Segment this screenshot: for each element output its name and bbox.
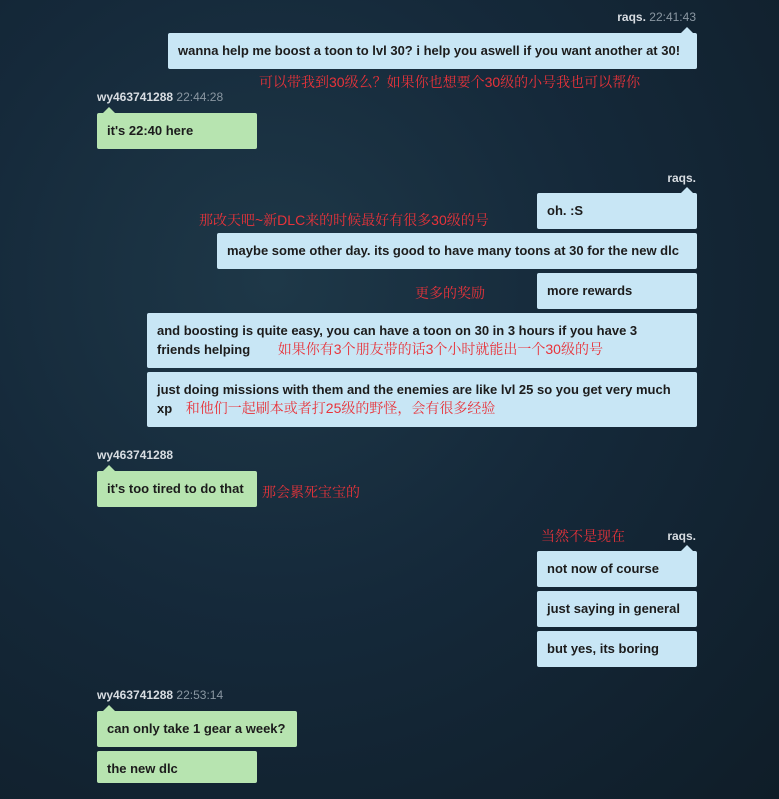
timestamp: 22:41:43 bbox=[649, 10, 696, 24]
message-text: but yes, its boring bbox=[547, 641, 659, 656]
sender-name[interactable]: raqs. bbox=[667, 171, 696, 185]
message-bubble-outgoing bbox=[217, 233, 697, 269]
sender-name[interactable]: wy463741288 bbox=[97, 448, 174, 462]
timestamp: 22:53:14 bbox=[176, 688, 224, 702]
message-text: friends helping bbox=[157, 342, 251, 357]
translation-annotation: 可以带我到30级么？如果你也想要个30级的小号我也可以帮你 bbox=[259, 74, 641, 90]
message-text: just doing missions with them and the enemies are like lvl 25 so you get very much bbox=[157, 382, 671, 397]
message-header bbox=[97, 448, 173, 462]
sender-name[interactable]: raqs. bbox=[617, 10, 646, 24]
message-text: xp bbox=[157, 401, 173, 416]
message-bubble-incoming bbox=[97, 711, 297, 747]
message-text: oh. :S bbox=[547, 203, 584, 218]
message-bubble-outgoing bbox=[537, 591, 697, 627]
message-text: not now of course bbox=[547, 561, 659, 576]
message-header bbox=[617, 10, 696, 24]
message-header bbox=[97, 90, 223, 104]
message-text: maybe some other day. its good to have many toons at 30 for the new dlc bbox=[227, 243, 679, 258]
sender-name[interactable]: wy463741288 bbox=[97, 688, 174, 702]
translation-annotation: 更多的奖励 bbox=[415, 285, 485, 301]
sender-name[interactable]: wy463741288 bbox=[97, 90, 174, 104]
message-header bbox=[667, 171, 696, 185]
timestamp: 22:44:28 bbox=[176, 90, 224, 104]
message-text: just saying in general bbox=[547, 601, 680, 616]
translation-annotation: 那改天吧~新DLC来的时候最好有很多30级的号 bbox=[199, 212, 489, 228]
message-bubble-incoming bbox=[97, 113, 257, 149]
message-bubble-outgoing bbox=[537, 551, 697, 587]
message-text: and boosting is quite easy, you can have a toon on 30 in 3 hours if you have 3 bbox=[157, 323, 638, 338]
translation-annotation: 那会累死宝宝的 bbox=[262, 484, 360, 500]
message-text: more rewards bbox=[547, 283, 633, 298]
translation-annotation: 和他们一起刷本或者打25级的野怪，会有很多经验 bbox=[185, 400, 496, 416]
message-text: it's 22:40 here bbox=[107, 123, 194, 138]
message-text: can only take 1 gear a week? bbox=[107, 721, 286, 736]
message-bubble-outgoing bbox=[168, 33, 697, 69]
translation-annotation: 当然不是现在 bbox=[541, 528, 625, 544]
translation-annotation: 如果你有3个朋友带的话3个小时就能出一个30级的号 bbox=[277, 341, 603, 357]
sender-name[interactable]: raqs. bbox=[667, 529, 696, 543]
message-bubble-incoming bbox=[97, 471, 257, 507]
message-bubble-outgoing bbox=[537, 193, 697, 229]
message-text: it's too tired to do that bbox=[107, 481, 244, 496]
message-text: wanna help me boost a toon to lvl 30? i help you aswell if you want another at 30! bbox=[178, 43, 681, 58]
message-header bbox=[667, 529, 696, 543]
message-bubble-outgoing bbox=[147, 313, 697, 368]
message-bubble-outgoing bbox=[537, 273, 697, 309]
message-text: the new dlc bbox=[107, 761, 178, 776]
message-bubble-outgoing bbox=[537, 631, 697, 667]
message-header bbox=[97, 688, 223, 702]
message-bubble-incoming bbox=[97, 751, 257, 783]
message-bubble-outgoing bbox=[147, 372, 697, 427]
